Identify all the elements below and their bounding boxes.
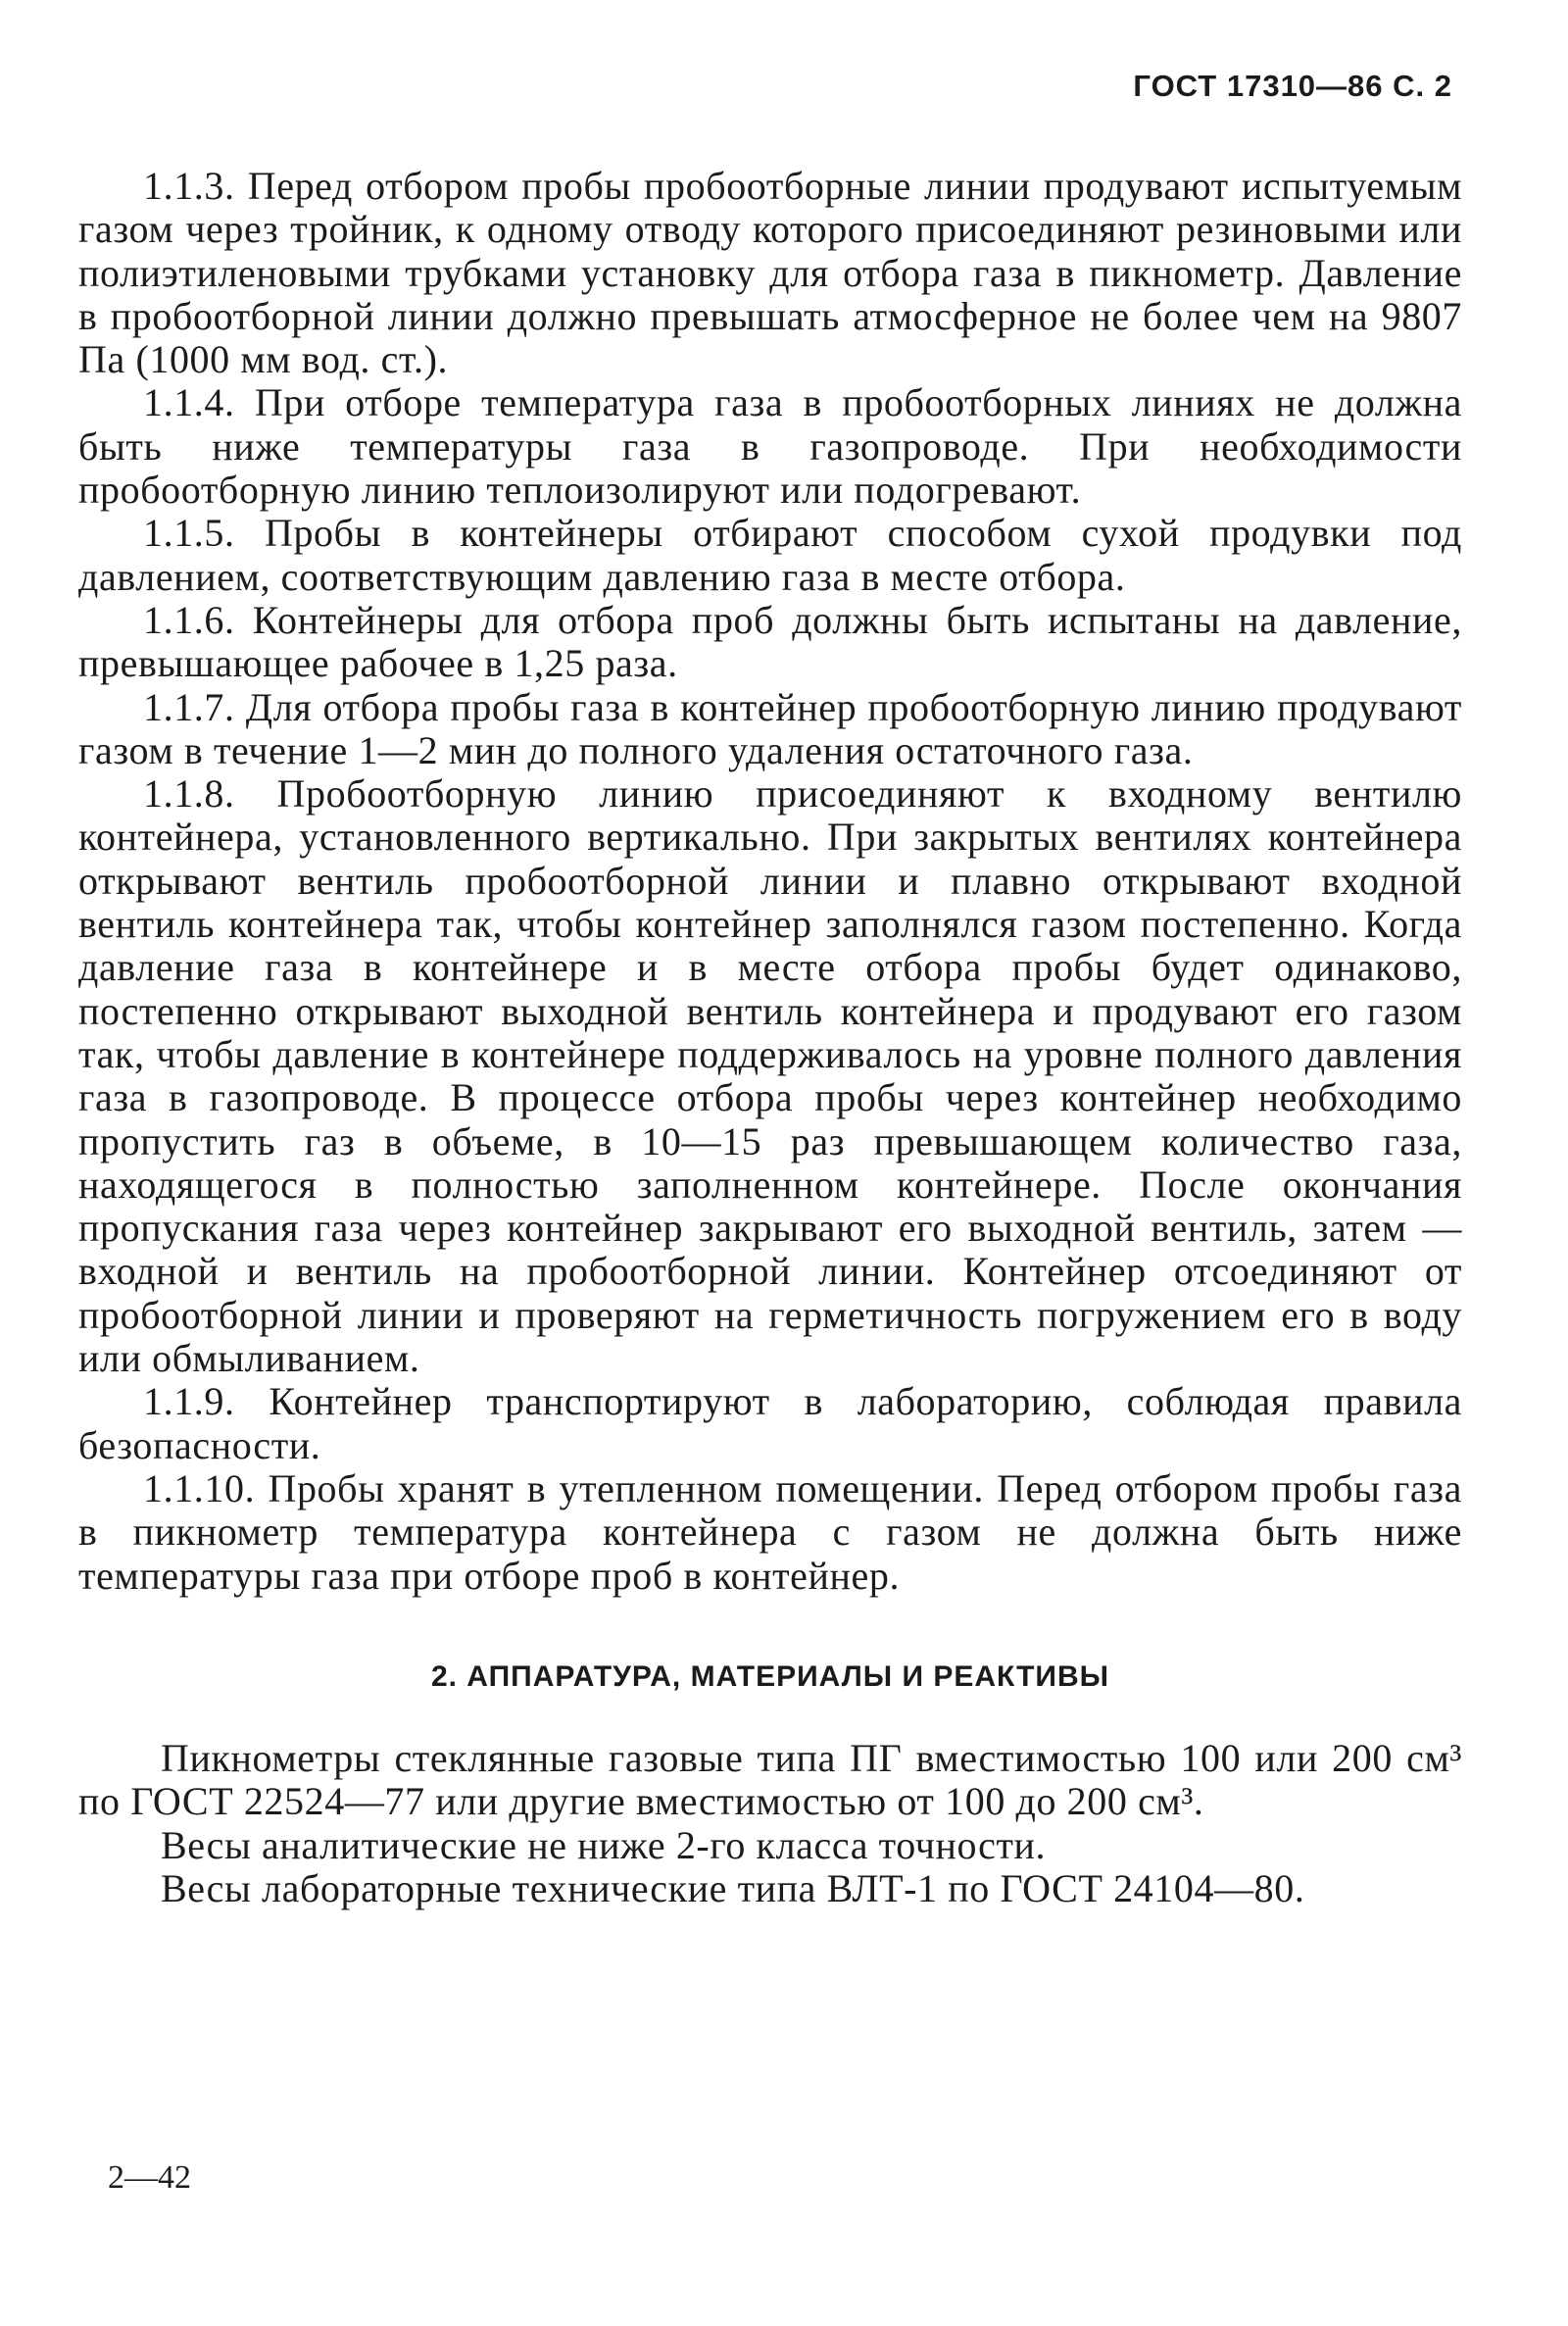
paragraph-1-1-3: 1.1.3. Перед отбором пробы пробоотборные линии продувают испытуемым газом через тройник, к одному отводу которого присоединяют резиновыми или полиэтиленовыми трубками установку для отбора газа в пикнометр. Давление в пробоотборной линии должно превышать атмосферное не более чем на 9807 Па (1000 мм вод. ст.). [78,164,1462,382]
paragraph-1-1-9: 1.1.9. Контейнер транспортируют в лабораторию, соблюдая правила безопасности. [78,1379,1462,1467]
paragraph-1-1-7: 1.1.7. Для отбора пробы газа в контейнер пробоотборную линию продувают газом в течение 1—2 мин до полного удаления остаточного газа. [78,684,1462,772]
page-header: ГОСТ 17310—86 С. 2 [1133,69,1452,103]
section-paragraph: Весы лабораторные технические типа ВЛТ-1 по ГОСТ 24104—80. [161,1866,1305,1911]
section-title: 2. АППАРАТУРА, МАТЕРИАЛЫ И РЕАКТИВЫ [430,1659,1110,1693]
page-code: 2—42 [108,2159,191,2196]
paragraph-1-1-4: 1.1.4. При отборе температура газа в пробоотборных линиях не должна быть ниже температуры газа в газопроводе. При необходимости пробоотборную линию теплоизолируют или подогревают. [78,380,1462,513]
paragraph-1-1-8: 1.1.8. Пробоотборную линию присоединяют к входному вентилю контейнера, установленного вертикально. При закрытых вентилях контейнера открывают вентиль пробоотборной линии и плавно открывают входной вентиль контейнера так, чтобы контейнер заполнялся газом постепенно. Когда давление газа в контейнере и в месте отбора пробы будет одинаково, постепенно открывают выходной вентиль контейнера и продувают его газом так, чтобы давление в контейнере поддерживалось на уровне полного давления газа в газопроводе. В процессе отбора пробы через контейнер необходимо пропустить газ в объеме, в 10—15 раз превышающем количество газа, находящегося в полностью заполненном контейнере. После окончания пропускания газа через контейнер закрывают его выходной вентиль, затем — входной и вентиль на пробоотборной линии. Контейнер отсоединяют от пробоотборной линии и проверяют на герметичность погружением его в воду или обмыливанием. [78,771,1462,1381]
document-body [78,165,1462,1911]
section-paragraph: Весы аналитические не ниже 2-го класса точности. [161,1822,1047,1867]
section-paragraph: Пикнометры стеклянные газовые типа ПГ вместимостью 100 или 200 см³ по ГОСТ 22524—77 или другие вместимостью от 100 до 200 см³. [78,1735,1462,1824]
paragraph-1-1-6: 1.1.6. Контейнеры для отбора проб должны быть испытаны на давление, превышающее рабочее в 1,25 раза. [78,597,1462,686]
paragraph-1-1-10: 1.1.10. Пробы хранят в утепленном помещении. Перед отбором пробы газа в пикнометр температура контейнера с газом не должна быть ниже температуры газа при отборе проб в контейнер. [78,1465,1462,1598]
paragraph-1-1-5: 1.1.5. Пробы в контейнеры отбирают способом сухой продувки под давлением, соответствующим давлению газа в месте отбора. [78,511,1462,599]
